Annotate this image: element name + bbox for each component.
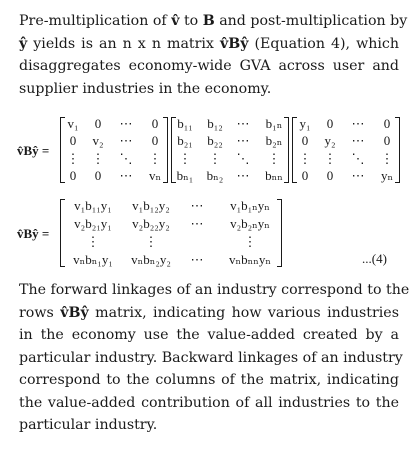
text-line: particular industry. Backward linkages of an industry bbox=[19, 349, 403, 366]
matrix-cell: v₁b₁₁y₁ bbox=[74, 198, 112, 213]
matrix-cell: 0 bbox=[151, 133, 159, 149]
matrix-cell: ⋮ bbox=[380, 150, 394, 166]
matrix-cell: ⋮ bbox=[86, 234, 100, 249]
matrix-cell: ⋮ bbox=[298, 150, 312, 166]
matrix-b bbox=[171, 117, 289, 183]
matrix-cell: yₙ bbox=[380, 168, 394, 183]
matrix-cell: ⋱ bbox=[119, 150, 133, 166]
matrix-cell: bₙ₂ bbox=[206, 168, 224, 183]
text-line: correspond to the columns of the matrix, indicating bbox=[19, 372, 399, 388]
matrix-cell: ⋱ bbox=[236, 150, 250, 166]
matrix-cell: ⋯ bbox=[119, 116, 133, 131]
matrix-cell: b₁₂ bbox=[207, 116, 223, 131]
matrix-cell: 0 bbox=[301, 133, 309, 149]
matrix-cell: ⋯ bbox=[236, 133, 250, 149]
matrix-cell: 0 bbox=[326, 116, 334, 131]
matrix-cell: v₂ bbox=[92, 133, 104, 149]
matrix-cell: ⋯ bbox=[351, 116, 365, 131]
matrix-cell: ⋱ bbox=[351, 150, 365, 166]
text-line: rows v̂Bŷ matrix, indicating how various industries bbox=[19, 304, 399, 321]
matrix-cell: ⋮ bbox=[267, 150, 281, 166]
matrix-cell: ⋯ bbox=[236, 116, 250, 131]
text-line: disaggregates economy-wide GVA across user and bbox=[19, 58, 399, 74]
matrix-cell: v₂b₂₁y₁ bbox=[74, 216, 112, 231]
matrix-cell: 0 bbox=[94, 168, 102, 183]
matrix-cell: y₁ bbox=[299, 116, 311, 131]
equation-4 bbox=[17, 199, 407, 269]
matrix-cell: vₙbₙ₁y₁ bbox=[73, 252, 113, 267]
text-line: The forward linkages of an industry correspond to the bbox=[19, 282, 410, 298]
matrix-cell: ⋯ bbox=[190, 216, 204, 231]
matrix-cell: ⋮ bbox=[144, 234, 158, 249]
matrix-cell: 0 bbox=[383, 116, 391, 131]
matrix-cell: ⋯ bbox=[351, 168, 365, 183]
matrix-cell: b₂₁ bbox=[177, 133, 193, 149]
matrix-cell: vₙbₙₙyₙ bbox=[229, 252, 271, 267]
linkages-paragraph bbox=[19, 279, 410, 437]
matrix-cell: ⋮ bbox=[148, 150, 162, 166]
text-line: Pre-multiplication of v̂ to B and post-multiplication by bbox=[19, 13, 408, 29]
matrix-cell: ⋯ bbox=[351, 133, 365, 149]
text-line: the value-added contribution of all industries to the bbox=[19, 394, 399, 411]
matrix-cell: v₂b₂ₙyₙ bbox=[230, 216, 270, 231]
matrix-cell: ⋯ bbox=[236, 168, 250, 183]
matrix-vby-expanded bbox=[60, 199, 282, 267]
matrix-cell: ⋯ bbox=[190, 198, 204, 213]
matrix-cell: v₁ bbox=[67, 116, 79, 131]
matrix-cell: 0 bbox=[94, 116, 102, 131]
equation-lhs: v̂Bŷ = bbox=[17, 143, 50, 158]
matrix-cell: v₁b₁ₙyₙ bbox=[230, 198, 270, 213]
matrix-cell: ⋯ bbox=[119, 168, 133, 183]
matrix-cell: ⋮ bbox=[208, 150, 222, 166]
matrix-v-hat bbox=[60, 117, 168, 183]
text-line: ŷ yields is an n x n matrix v̂Bŷ (Equation 4), which bbox=[19, 35, 399, 52]
matrix-cell: y₂ bbox=[324, 133, 336, 149]
matrix-cell: ⋮ bbox=[66, 150, 80, 166]
matrix-cell: b₁ₙ bbox=[265, 116, 283, 131]
text-line: in the economy use the value-added created by a bbox=[19, 327, 399, 343]
matrix-cell: ⋮ bbox=[323, 150, 337, 166]
matrix-cell: ⋯ bbox=[119, 133, 133, 149]
matrix-cell: 0 bbox=[69, 133, 77, 149]
equation-matrix-product bbox=[17, 117, 407, 185]
matrix-cell: vₙ bbox=[148, 168, 162, 183]
matrix-cell: 0 bbox=[383, 133, 391, 149]
text-line: particular industry. bbox=[19, 417, 158, 433]
matrix-cell: bₙₙ bbox=[265, 168, 283, 183]
matrix-cell: 0 bbox=[151, 116, 159, 131]
matrix-y-hat bbox=[292, 117, 400, 183]
matrix-cell: b₁₁ bbox=[177, 116, 193, 131]
matrix-cell: b₂₂ bbox=[207, 133, 223, 149]
matrix-cell: 0 bbox=[301, 168, 309, 183]
intro-paragraph bbox=[19, 10, 408, 100]
matrix-cell: bₙ₁ bbox=[176, 168, 194, 183]
matrix-cell: vₙbₙ₂y₂ bbox=[131, 252, 171, 267]
matrix-cell: ⋯ bbox=[190, 252, 204, 267]
matrix-cell: ⋮ bbox=[243, 234, 257, 249]
equation-lhs: v̂Bŷ = bbox=[17, 226, 50, 241]
text-line: supplier industries in the economy. bbox=[19, 80, 272, 97]
matrix-cell: 0 bbox=[326, 168, 334, 183]
matrix-cell: v₁b₁₂y₂ bbox=[132, 198, 170, 213]
matrix-cell: 0 bbox=[69, 168, 77, 183]
matrix-cell: b₂ₙ bbox=[265, 133, 283, 149]
matrix-cell: ⋮ bbox=[91, 150, 105, 166]
matrix-cell: v₂b₂₂y₂ bbox=[132, 216, 170, 231]
matrix-cell: ⋮ bbox=[178, 150, 192, 166]
equation-number: ...(4) bbox=[362, 251, 387, 266]
